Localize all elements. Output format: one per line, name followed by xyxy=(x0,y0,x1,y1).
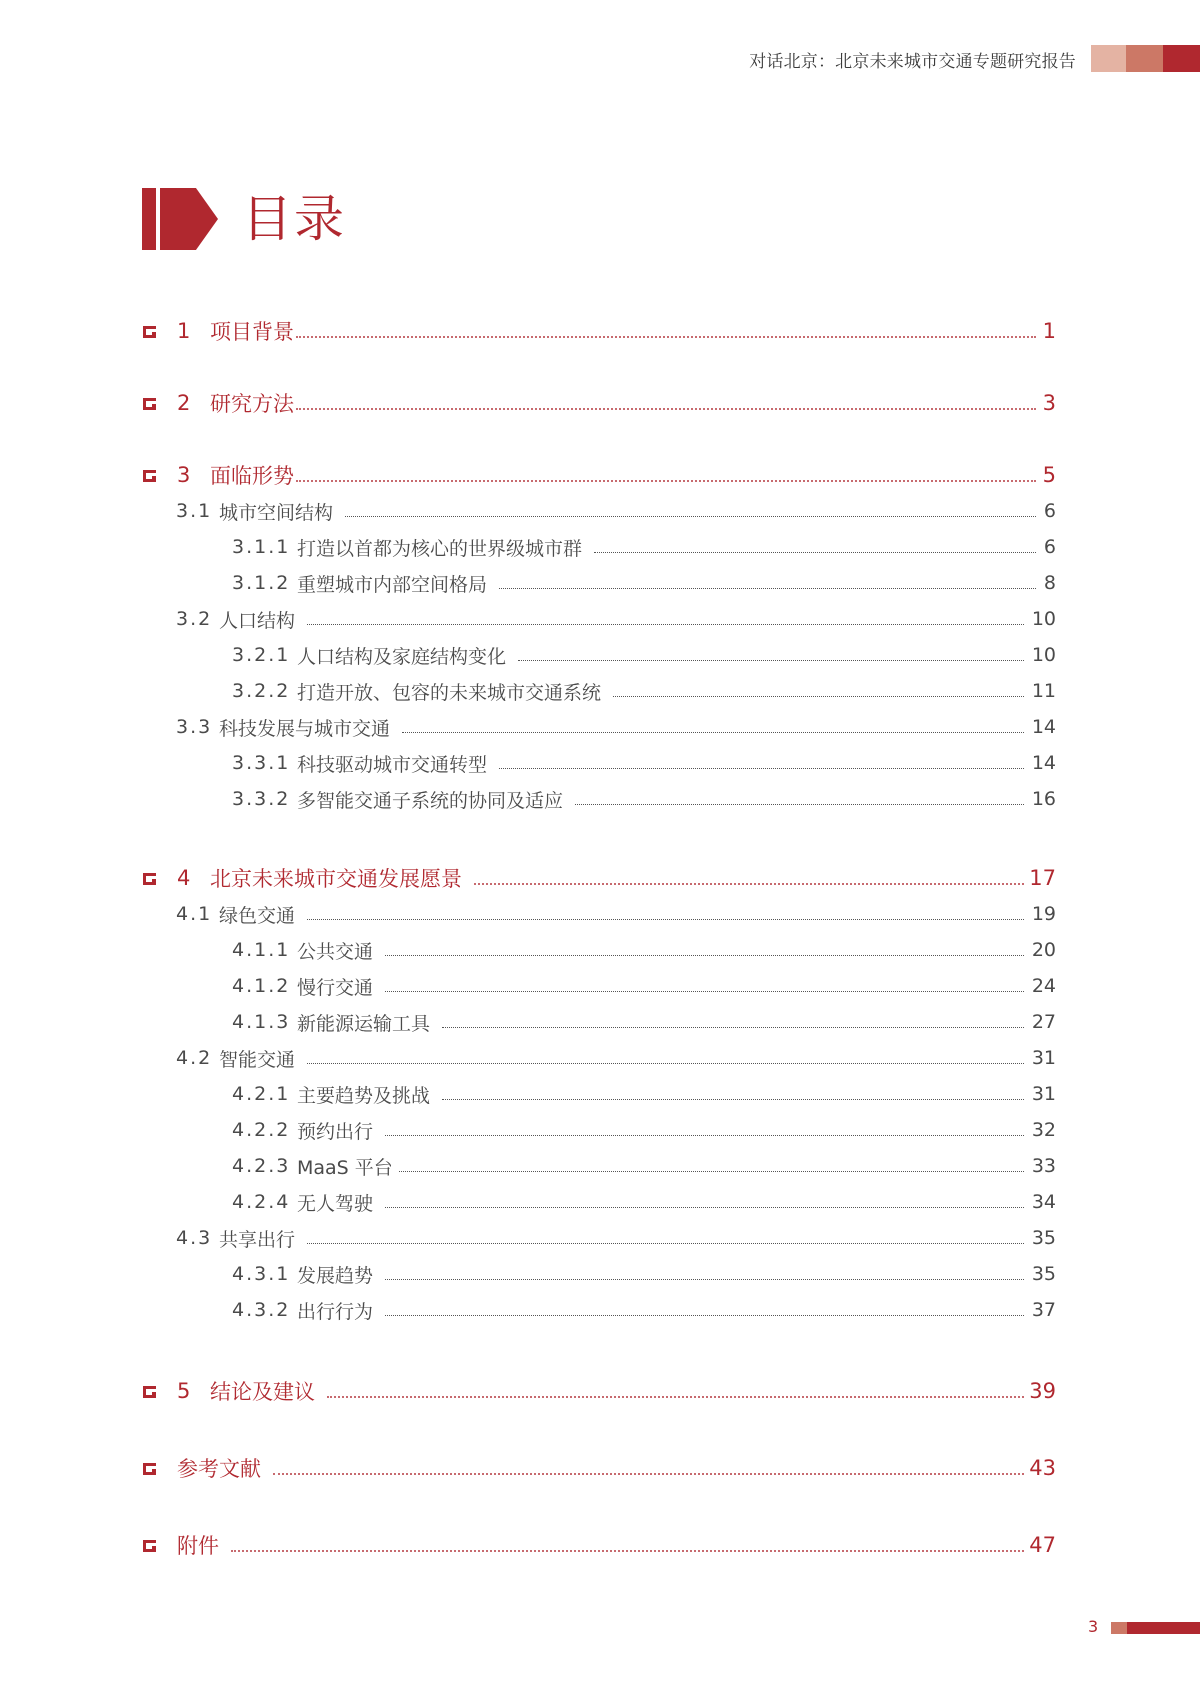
toc-dot-leader xyxy=(385,1207,1024,1208)
toc-entry-page: 3 xyxy=(1042,391,1056,415)
toc-dot-leader xyxy=(307,919,1024,920)
toc-entry-page: 10 xyxy=(1031,608,1056,630)
toc-entry-number: 3.1.1 xyxy=(232,536,291,558)
toc-entry-number: 1 xyxy=(177,319,191,343)
toc-entry-label: 预约出行 xyxy=(297,1120,374,1143)
footer-color-bar xyxy=(1111,1622,1200,1634)
toc-entry[interactable] xyxy=(0,1295,1200,1325)
toc-entry[interactable] xyxy=(0,1530,1200,1560)
toc-entry[interactable] xyxy=(0,604,1200,634)
toc-entry-label: 智能交通 xyxy=(219,1048,296,1071)
toc-entry-page: 1 xyxy=(1042,319,1056,343)
toc-entry-number: 3.2 xyxy=(176,608,213,630)
footer-bar-light xyxy=(1111,1622,1127,1634)
toc-entry-label: 主要趋势及挑战 xyxy=(297,1084,431,1107)
toc-bullet-icon xyxy=(143,1540,156,1552)
toc-entry-number: 2 xyxy=(177,391,191,415)
toc-entry-page: 34 xyxy=(1031,1191,1056,1213)
toc-dot-leader xyxy=(442,1027,1024,1028)
header-bar-dark xyxy=(1163,45,1200,72)
toc-bullet-icon xyxy=(143,398,156,410)
toc-entry-label: 北京未来城市交通发展愿景 xyxy=(210,867,462,891)
toc-entry-number: 4.3.2 xyxy=(232,1299,291,1321)
toc-entry-number: 4.2.1 xyxy=(232,1083,291,1105)
toc-entry[interactable] xyxy=(0,1223,1200,1253)
toc-entry-page: 37 xyxy=(1031,1299,1056,1321)
toc-dot-leader xyxy=(345,516,1036,517)
toc-entry-label: 发展趋势 xyxy=(297,1264,374,1287)
toc-entry[interactable] xyxy=(0,568,1200,598)
toc-entry-number: 3.3 xyxy=(176,716,213,738)
toc-entry-number: 4.1.1 xyxy=(232,939,291,961)
toc-entry-label: 打造以首都为核心的世界级城市群 xyxy=(297,537,583,560)
toc-dot-leader xyxy=(385,1135,1024,1136)
toc-entry[interactable] xyxy=(0,1115,1200,1145)
toc-entry-number: 4.2.2 xyxy=(232,1119,291,1141)
toc-entry-label: 绿色交通 xyxy=(219,904,296,927)
toc-dot-leader xyxy=(442,1099,1024,1100)
toc-entry-number: 4.1.3 xyxy=(232,1011,291,1033)
toc-entry-page: 17 xyxy=(1029,866,1056,890)
toc-entry[interactable] xyxy=(0,899,1200,929)
toc-entry[interactable] xyxy=(0,971,1200,1001)
toc-entry-number: 4.3 xyxy=(176,1227,213,1249)
toc-entry-label: 科技驱动城市交通转型 xyxy=(297,753,488,776)
toc-dot-leader xyxy=(273,1473,1024,1475)
header-bar-mid xyxy=(1126,45,1163,72)
toc-entry-label: 打造开放、包容的未来城市交通系统 xyxy=(297,681,602,704)
header-bar-light xyxy=(1091,45,1126,72)
toc-entry[interactable] xyxy=(0,532,1200,562)
toc-entry-page: 10 xyxy=(1031,644,1056,666)
toc-dot-leader xyxy=(594,552,1036,553)
toc-entry-label: 研究方法 xyxy=(210,392,294,416)
toc-entry-page: 14 xyxy=(1031,716,1056,738)
toc-entry[interactable] xyxy=(0,1079,1200,1109)
toc-entry-page: 47 xyxy=(1029,1533,1056,1557)
toc-entry[interactable] xyxy=(0,460,1200,490)
toc-entry[interactable] xyxy=(0,784,1200,814)
toc-entry[interactable] xyxy=(0,676,1200,706)
toc-dot-leader xyxy=(399,1171,1024,1172)
toc-entry-number: 5 xyxy=(177,1379,191,1403)
toc-entry-page: 6 xyxy=(1043,536,1056,558)
toc-dot-leader xyxy=(307,1063,1024,1064)
toc-entry-label: 项目背景 xyxy=(210,320,294,344)
report-title: 对话北京：北京未来城市交通专题研究报告 xyxy=(749,52,1076,72)
toc-entry[interactable] xyxy=(0,712,1200,742)
toc-entry-page: 11 xyxy=(1031,680,1056,702)
toc-dot-leader xyxy=(385,1315,1024,1316)
toc-entry-label: 公共交通 xyxy=(297,940,374,963)
toc-dot-leader xyxy=(296,408,1036,410)
toc-entry[interactable] xyxy=(0,1151,1200,1181)
toc-entry[interactable] xyxy=(0,1259,1200,1289)
toc-entry-number: 4.1 xyxy=(176,903,213,925)
toc-entry-label: 重塑城市内部空间格局 xyxy=(297,573,488,596)
toc-entry[interactable] xyxy=(0,748,1200,778)
toc-entry-label: 共享出行 xyxy=(219,1228,296,1251)
toc-entry-label: 无人驾驶 xyxy=(297,1192,374,1215)
toc-entry[interactable] xyxy=(0,1187,1200,1217)
toc-entry-page: 31 xyxy=(1031,1047,1056,1069)
toc-entry-number: 3.1.2 xyxy=(232,572,291,594)
toc-entry[interactable] xyxy=(0,316,1200,346)
toc-entry-label: 面临形势 xyxy=(210,464,294,488)
toc-entry[interactable] xyxy=(0,935,1200,965)
toc-entry-label: 结论及建议 xyxy=(210,1380,315,1404)
toc-dot-leader xyxy=(385,991,1024,992)
toc-dot-leader xyxy=(613,696,1024,697)
toc-dot-leader xyxy=(474,883,1024,885)
footer-bar-dark xyxy=(1127,1622,1200,1634)
toc-entry-label: 城市空间结构 xyxy=(219,501,334,524)
toc-entry-page: 32 xyxy=(1031,1119,1056,1141)
toc-logo-icon xyxy=(142,188,218,250)
toc-entry-number: 4.2.3 xyxy=(232,1155,291,1177)
toc-entry-page: 24 xyxy=(1031,975,1056,997)
toc-entry-number: 4 xyxy=(177,866,191,890)
toc-dot-leader xyxy=(385,955,1024,956)
toc-entry[interactable] xyxy=(0,496,1200,526)
toc-bullet-icon xyxy=(143,470,156,482)
toc-bullet-icon xyxy=(143,1386,156,1398)
toc-entry-page: 8 xyxy=(1043,572,1056,594)
toc-entry-page: 35 xyxy=(1031,1227,1056,1249)
toc-entry-page: 31 xyxy=(1031,1083,1056,1105)
toc-entry-page: 33 xyxy=(1031,1155,1056,1177)
toc-entry[interactable] xyxy=(0,863,1200,893)
toc-dot-leader xyxy=(296,336,1036,338)
toc-entry-page: 20 xyxy=(1031,939,1056,961)
toc-entry-label: 新能源运输工具 xyxy=(297,1012,431,1035)
toc-entry-label: 人口结构 xyxy=(219,609,296,632)
toc-entry-number: 3.3.2 xyxy=(232,788,291,810)
toc-dot-leader xyxy=(575,804,1024,805)
toc-entry-label: 多智能交通子系统的协同及适应 xyxy=(297,789,564,812)
toc-entry-number: 4.3.1 xyxy=(232,1263,291,1285)
toc-entry[interactable] xyxy=(0,1007,1200,1037)
toc-bullet-icon xyxy=(143,1463,156,1475)
toc-entry[interactable] xyxy=(0,640,1200,670)
toc-entry-number: 4.1.2 xyxy=(232,975,291,997)
toc-dot-leader xyxy=(499,768,1024,769)
toc-entry-label: 科技发展与城市交通 xyxy=(219,717,391,740)
toc-entry-label: 慢行交通 xyxy=(297,976,374,999)
toc-entry-page: 19 xyxy=(1031,903,1056,925)
toc-entry-page: 27 xyxy=(1031,1011,1056,1033)
toc-dot-leader xyxy=(499,588,1036,589)
toc-entry-number: 3 xyxy=(177,463,191,487)
toc-dot-leader xyxy=(402,732,1024,733)
toc-entry-number: 3.2.2 xyxy=(232,680,291,702)
toc-bullet-icon xyxy=(143,873,156,885)
page-number: 3 xyxy=(1088,1617,1099,1636)
toc-entry-label: 附件 xyxy=(177,1534,219,1558)
toc-entry-page: 5 xyxy=(1042,463,1056,487)
toc-entry-label: 人口结构及家庭结构变化 xyxy=(297,645,507,668)
toc-entry-page: 16 xyxy=(1031,788,1056,810)
toc-dot-leader xyxy=(385,1279,1024,1280)
toc-entry-label: 参考文献 xyxy=(177,1457,261,1481)
toc-entry-number: 3.2.1 xyxy=(232,644,291,666)
toc-entry-page: 39 xyxy=(1029,1379,1056,1403)
toc-entry-number: 3.1 xyxy=(176,500,213,522)
toc-entry-page: 6 xyxy=(1043,500,1056,522)
toc-heading xyxy=(142,188,346,250)
toc-dot-leader xyxy=(518,660,1024,661)
toc-entry-page: 35 xyxy=(1031,1263,1056,1285)
toc-entry-label: MaaS 平台 xyxy=(297,1156,393,1179)
toc-dot-leader xyxy=(327,1396,1024,1398)
toc-entry[interactable] xyxy=(0,1376,1200,1406)
toc-entry-number: 3.3.1 xyxy=(232,752,291,774)
toc-entry[interactable] xyxy=(0,388,1200,418)
toc-entry-page: 43 xyxy=(1029,1456,1056,1480)
toc-entry-number: 4.2.4 xyxy=(232,1191,291,1213)
toc-dot-leader xyxy=(231,1550,1024,1552)
toc-entry[interactable] xyxy=(0,1453,1200,1483)
header-color-bar xyxy=(1091,45,1200,72)
toc-dot-leader xyxy=(307,1243,1024,1244)
toc-entry-number: 4.2 xyxy=(176,1047,213,1069)
toc-dot-leader xyxy=(296,480,1036,482)
toc-entry[interactable] xyxy=(0,1043,1200,1073)
toc-entry-page: 14 xyxy=(1031,752,1056,774)
toc-dot-leader xyxy=(307,624,1024,625)
toc-title: 目录 xyxy=(242,190,346,248)
toc-bullet-icon xyxy=(143,326,156,338)
toc-entry-label: 出行行为 xyxy=(297,1300,374,1323)
